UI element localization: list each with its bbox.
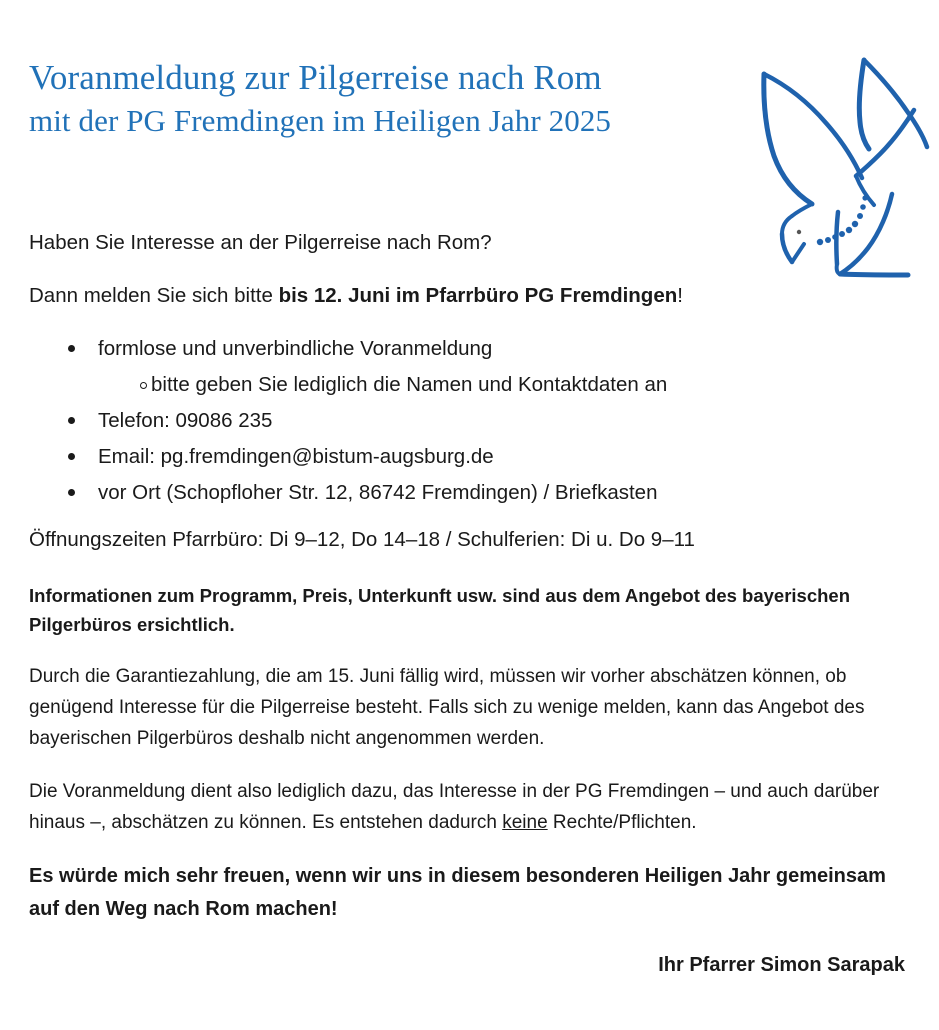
page-title: Voranmeldung zur Pilgerreise nach Rom [29,58,602,97]
list-item-label: formlose und unverbindliche Voranmeldung [98,337,493,360]
list-item [29,439,913,475]
list-item-label: Email: pg.fremdingen@bistum-augsburg.de [98,445,494,468]
signature: Ihr Pfarrer Simon Sarapak [658,954,905,976]
page-subtitle: mit der PG Fremdingen im Heiligen Jahr 2025 [29,103,612,138]
list-item [29,475,913,511]
registration-text-part-1: Die Voranmeldung dient also lediglich dazu, das Interesse in der PG Fremdingen – und auch darüber hinaus –, abschätzen zu können. Es entstehen dadurch [29,781,880,833]
document-header [29,56,729,142]
bullet-dot-icon [68,345,75,352]
deadline-tail-text: ! [677,284,683,307]
sub-list-item-label: bitte geben Sie lediglich die Namen und Kontaktdaten an [151,373,668,396]
list-item [29,403,913,439]
deadline-bold-text: bis 12. Juni im Pfarrbüro PG Fremdingen [278,284,678,307]
deadline-line [29,281,913,311]
bullet-ring-icon [140,382,147,389]
bullet-dot-icon [68,489,75,496]
list-item [29,331,913,403]
sub-bullet-list [98,367,913,403]
registration-text-part-2: Rechte/Pflichten. [547,812,697,833]
list-item-label: vor Ort (Schopfloher Str. 12, 86742 Fremdingen) / Briefkasten [98,481,658,504]
registration-emphasis: keine [502,812,548,833]
document-body [29,228,913,980]
list-item-label: Telefon: 09086 235 [98,409,273,432]
bullet-dot-icon [68,417,75,424]
intro-question: Haben Sie Interesse an der Pilgerreise nach Rom? [29,231,492,254]
opening-hours: Öffnungszeiten Pfarrbüro: Di 9–12, Do 14–18 / Schulferien: Di u. Do 9–11 [29,528,695,551]
bullet-dot-icon [68,453,75,460]
guarantee-paragraph: Durch die Garantiezahlung, die am 15. Juni fällig wird, müssen wir vorher abschätzen können, ob genügend Interesse für die Pilgerreise besteht. Falls sich zu wenige melden, kann das Angebot des bayerischen Pilgerbüros deshalb nicht angenommen werden. [29,666,865,749]
contact-bullet-list [29,331,913,511]
deadline-lead-text: Dann melden Sie sich bitte [29,284,279,307]
program-info-note: Informationen zum Programm, Preis, Unterkunft usw. sind aus dem Angebot des bayerischen Pilgerbüros ersichtlich. [29,585,851,635]
closing-statement: Es würde mich sehr freuen, wenn wir uns in diesem besonderen Heiligen Jahr gemeinsam auf den Weg nach Rom machen! [29,865,886,920]
list-item [98,367,913,403]
registration-purpose-paragraph [29,776,913,838]
